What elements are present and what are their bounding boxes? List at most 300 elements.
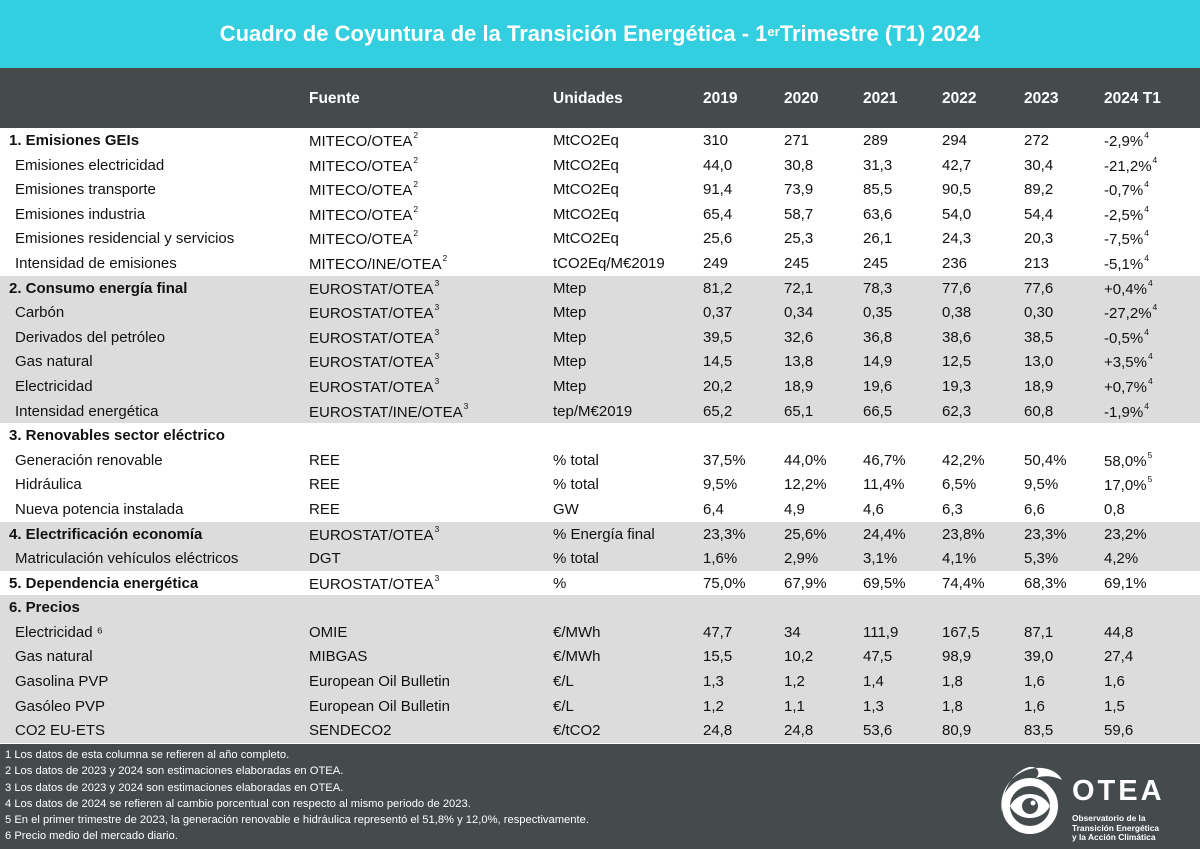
value-text: 39,0 [1024, 648, 1054, 666]
logo-subtitle-line: Observatorio de la [1072, 813, 1146, 823]
title-superscript: er [767, 23, 780, 39]
row-label: Derivados del petróleo [15, 328, 166, 346]
header-year-2020: 2020 [784, 90, 819, 107]
value-text: 66,5 [863, 402, 893, 420]
value-text: 32,6 [784, 328, 814, 346]
value-cell [1024, 132, 1049, 149]
value-text: 44,8 [1104, 623, 1134, 641]
value-cell [942, 353, 971, 370]
value-text: 77,6 [942, 279, 972, 297]
page-title [0, 0, 1200, 68]
value-cell [863, 304, 892, 321]
value-text: 167,5 [942, 623, 980, 641]
source-footnote-ref: 3 [434, 326, 440, 337]
value-cell [703, 181, 732, 198]
row-unit: MtCO2Eq [553, 205, 619, 223]
value-text: 91,4 [703, 181, 733, 199]
value-cell [942, 157, 971, 174]
row-source [309, 304, 439, 322]
row-unit: tep/M€2019 [553, 402, 633, 420]
value-text: 1,3 [863, 697, 884, 715]
value-text: 58,0% [1104, 452, 1147, 470]
value-cell [1104, 203, 1149, 224]
value-text: 271 [784, 132, 810, 149]
value-cell [1104, 722, 1133, 739]
value-footnote-ref: 4 [1144, 400, 1149, 411]
value-cell [863, 255, 888, 272]
value-text: 245 [863, 254, 889, 272]
row-unit: Mtep [553, 377, 587, 395]
value-text: 25,6% [784, 525, 827, 543]
value-cell [1024, 280, 1053, 297]
value-cell [1024, 526, 1067, 543]
source-footnote-ref: 3 [434, 351, 440, 362]
row-label: Emisiones electricidad [15, 156, 165, 174]
row-source [309, 476, 340, 493]
value-cell [863, 378, 892, 395]
value-text: 1,2 [784, 673, 805, 691]
value-cell [942, 476, 976, 493]
value-cell [784, 501, 805, 518]
value-cell [1024, 722, 1053, 739]
value-text: 34 [784, 623, 801, 641]
value-cell [1104, 698, 1125, 715]
value-text: 9,5% [1024, 476, 1059, 494]
value-text: 4,2% [1104, 550, 1139, 568]
value-text: 111,9 [863, 623, 899, 641]
value-cell [942, 673, 963, 690]
row-source [309, 501, 340, 518]
value-cell [863, 698, 884, 715]
value-text: 0,38 [942, 304, 972, 322]
section-row [0, 276, 1200, 301]
row-source [309, 698, 450, 715]
row-unit: % total [553, 476, 599, 494]
table-row [0, 448, 1200, 473]
value-text: 89,2 [1024, 181, 1054, 199]
value-cell [703, 230, 732, 247]
value-text: 12,5 [942, 353, 972, 371]
row-unit: % Energía final [553, 525, 655, 543]
value-footnote-ref: 4 [1144, 252, 1149, 263]
section-row [0, 595, 1200, 620]
table-row [0, 349, 1200, 374]
title-tail: Trimestre (T1) 2024 [779, 21, 981, 46]
value-text: 5,3% [1024, 550, 1059, 568]
value-cell [863, 132, 888, 149]
footnotes [5, 747, 589, 845]
row-source [309, 154, 419, 175]
value-cell [1024, 575, 1067, 592]
row-label: 1. Emisiones GEIs [9, 132, 140, 149]
row-source [309, 181, 418, 199]
row-unit: €/MWh [553, 648, 601, 666]
value-text: 1,8 [942, 697, 963, 715]
value-cell [1104, 526, 1147, 543]
header-year-2019: 2019 [703, 90, 738, 107]
value-text: 24,3 [942, 230, 972, 248]
value-text: 69,1% [1104, 574, 1147, 592]
value-cell [784, 280, 813, 297]
logo-wordmark: OTEA [1072, 775, 1165, 807]
value-text: -0,5% [1104, 329, 1144, 347]
value-text: 24,8 [784, 722, 814, 740]
row-unit: % total [553, 451, 599, 469]
value-cell [1104, 304, 1157, 322]
value-text: 81,2 [703, 279, 733, 297]
value-footnote-ref: 4 [1147, 277, 1153, 288]
value-text: 14,9 [863, 353, 893, 371]
row-source-text: DGT [309, 550, 341, 568]
value-text: 2,9% [784, 550, 819, 568]
value-cell [863, 280, 892, 297]
row-source-text: European Oil Bulletin [309, 673, 450, 691]
row-source-text: REE [309, 476, 340, 494]
source-footnote-ref: 2 [442, 252, 448, 263]
value-text: 14,5 [703, 353, 733, 371]
value-cell [863, 526, 906, 543]
value-text: 15,5 [703, 648, 733, 666]
value-cell [784, 181, 813, 198]
value-cell [1104, 154, 1158, 175]
table-header [0, 68, 1200, 128]
value-cell [784, 157, 813, 174]
value-cell [863, 722, 892, 739]
value-cell [1024, 648, 1053, 665]
value-footnote-ref: 4 [1147, 351, 1153, 362]
value-cell [703, 648, 732, 665]
value-text: 98,9 [942, 648, 972, 666]
value-cell [784, 304, 813, 321]
value-cell [1024, 206, 1053, 223]
value-text: 0,8 [1104, 500, 1125, 518]
value-text: 1,4 [863, 673, 884, 691]
value-text: 13,0 [1024, 353, 1054, 371]
value-text: 1,6 [1104, 673, 1125, 691]
value-footnote-ref: 4 [1144, 203, 1149, 214]
value-cell [942, 206, 971, 223]
row-unit: % total [553, 550, 599, 568]
row-source [309, 203, 419, 224]
value-cell [784, 353, 813, 370]
value-text: 1,5 [1104, 697, 1125, 715]
table-row [0, 718, 1200, 743]
value-cell [1104, 326, 1149, 347]
table-row [0, 300, 1200, 325]
value-text: 4,1% [942, 550, 977, 568]
value-cell [784, 698, 805, 715]
value-footnote-ref: 4 [1144, 130, 1149, 140]
value-cell [1104, 277, 1153, 298]
row-unit: MtCO2Eq [553, 132, 619, 149]
value-text: 47,7 [703, 623, 733, 641]
row-label: Carbón [15, 304, 65, 322]
value-text: 1,3 [703, 673, 724, 691]
source-footnote-ref: 2 [413, 154, 419, 165]
table-row [0, 202, 1200, 227]
value-text: 30,8 [784, 156, 814, 174]
value-cell [703, 157, 732, 174]
value-text: 0,37 [703, 304, 733, 322]
footer [0, 744, 1200, 849]
logo-subtitle [1072, 814, 1159, 843]
value-cell [703, 403, 732, 420]
row-label: 3. Renovables sector eléctrico [9, 427, 225, 445]
value-footnote-ref: 4 [1144, 179, 1149, 190]
value-footnote-ref: 4 [1152, 154, 1158, 165]
row-unit: €/MWh [553, 623, 601, 641]
value-cell [1024, 181, 1053, 198]
value-footnote-ref: 4 [1144, 228, 1149, 239]
value-text: 19,3 [942, 377, 972, 395]
value-text: -1,9% [1104, 403, 1144, 421]
value-cell [703, 476, 737, 493]
row-unit: €/L [553, 673, 574, 691]
value-text: -5,1% [1104, 255, 1144, 273]
value-text: 1,6% [703, 550, 738, 568]
row-unit: €/tCO2 [553, 722, 601, 740]
value-text: 67,9% [784, 574, 827, 592]
value-text: 4,9 [784, 500, 805, 518]
value-cell [1024, 329, 1053, 346]
value-cell [1024, 501, 1045, 518]
value-cell [703, 624, 732, 641]
footnote: 3 Los datos de 2023 y 2024 son estimaciones elaboradas en OTEA. [5, 781, 344, 794]
row-source-text: EUROSTAT/OTEA [309, 305, 434, 323]
value-cell [1104, 624, 1133, 641]
value-text: +3,5% [1104, 354, 1147, 372]
value-text: 42,2% [942, 451, 985, 469]
value-text: 54,4 [1024, 205, 1054, 223]
value-text: 23,2% [1104, 525, 1147, 543]
row-unit: % [553, 574, 567, 592]
value-text: 44,0 [703, 156, 733, 174]
header-year-2024-t1: 2024 T1 [1104, 90, 1161, 107]
value-cell [942, 181, 971, 198]
row-unit: tCO2Eq/M€2019 [553, 254, 665, 272]
value-cell [1024, 550, 1058, 567]
row-source [309, 624, 347, 641]
row-source-text: SENDECO2 [309, 722, 392, 740]
value-cell [942, 575, 985, 592]
footnote: 6 Precio medio del mercado diario. [5, 830, 178, 843]
value-text: 60,8 [1024, 402, 1054, 420]
value-cell [703, 206, 732, 223]
value-cell [1024, 255, 1049, 272]
header-units: Unidades [553, 90, 623, 107]
value-text: 10,2 [784, 648, 814, 666]
row-source [309, 252, 448, 273]
row-unit: MtCO2Eq [553, 156, 619, 174]
value-cell [1024, 378, 1053, 395]
value-text: 90,5 [942, 181, 972, 199]
row-source-text: EUROSTAT/OTEA [309, 378, 434, 396]
value-cell [942, 403, 971, 420]
row-label: Gas natural [15, 353, 93, 371]
row-label: Electricidad ⁶ [15, 623, 103, 641]
value-cell [1024, 304, 1053, 321]
source-footnote-ref: 2 [413, 228, 419, 239]
value-cell [863, 206, 892, 223]
value-text: 1,8 [942, 673, 963, 691]
value-cell [703, 575, 746, 592]
row-source [309, 523, 440, 544]
row-label: Electricidad [15, 377, 93, 395]
value-cell [863, 329, 892, 346]
footnote: 2 Los datos de 2023 y 2024 son estimaciones elaboradas en OTEA. [5, 765, 344, 778]
value-cell [784, 230, 813, 247]
row-label: Emisiones residencial y servicios [15, 230, 235, 248]
value-cell [1104, 181, 1149, 199]
value-cell [784, 624, 801, 641]
value-cell [1104, 375, 1153, 396]
value-text: 23,3% [1024, 525, 1067, 543]
value-text: 39,5 [703, 328, 733, 346]
value-cell [1024, 698, 1045, 715]
value-text: 289 [863, 132, 889, 149]
value-text: -0,7% [1104, 182, 1144, 200]
value-cell [703, 673, 724, 690]
row-source-text: MITECO/OTEA [309, 206, 413, 224]
value-cell [703, 280, 732, 297]
value-text: 69,5% [863, 574, 906, 592]
value-text: 85,5 [863, 181, 893, 199]
value-cell [942, 304, 971, 321]
value-cell [1024, 673, 1045, 690]
row-label: 4. Electrificación economía [9, 525, 203, 543]
table-row [0, 251, 1200, 276]
value-text: 38,5 [1024, 328, 1054, 346]
header-year-2022: 2022 [942, 90, 977, 107]
row-source-text: REE [309, 451, 340, 469]
value-footnote-ref: 4 [1147, 375, 1153, 386]
value-text: 4,6 [863, 500, 884, 518]
row-unit: Mtep [553, 279, 587, 297]
value-footnote-ref: 4 [1152, 302, 1158, 313]
row-source-text: REE [309, 500, 340, 518]
row-source-text: MITECO/OTEA [309, 133, 413, 150]
source-footnote-ref: 3 [434, 375, 440, 386]
value-text: 24,8 [703, 722, 733, 740]
table-row [0, 325, 1200, 350]
row-source-text: MITECO/INE/OTEA [309, 255, 442, 273]
section-row [0, 128, 1200, 153]
row-label: 6. Precios [9, 599, 80, 617]
footnote: 5 En el primer trimestre de 2023, la generación renovable e hidráulica representó el 51,8% y 12,0%, respectivamente. [5, 814, 589, 827]
row-unit: Mtep [553, 328, 587, 346]
table-row [0, 669, 1200, 694]
value-cell [703, 526, 746, 543]
value-cell [863, 157, 892, 174]
value-cell [703, 501, 724, 518]
value-text: 47,5 [863, 648, 893, 666]
row-source [309, 648, 367, 665]
value-text: 46,7% [863, 451, 906, 469]
value-cell [942, 280, 971, 297]
row-unit: MtCO2Eq [553, 181, 619, 199]
value-text: 6,4 [703, 500, 724, 518]
value-cell [1024, 157, 1053, 174]
value-cell [703, 304, 732, 321]
source-footnote-ref: 2 [413, 130, 419, 140]
value-cell [863, 648, 892, 665]
row-label: Emisiones transporte [15, 181, 156, 199]
value-text: 38,6 [942, 328, 972, 346]
table-row [0, 399, 1200, 424]
value-text: 11,4% [863, 476, 905, 494]
row-label: 2. Consumo energía final [9, 279, 188, 297]
header-year-2023: 2023 [1024, 90, 1059, 107]
value-cell [784, 329, 813, 346]
row-label: Intensidad de emisiones [15, 254, 177, 272]
row-source [309, 375, 440, 396]
value-cell [942, 452, 985, 469]
value-text: -21,2% [1104, 157, 1152, 175]
row-source-text: EUROSTAT/OTEA [309, 526, 434, 544]
value-text: 0,35 [863, 304, 893, 322]
value-cell [863, 403, 892, 420]
value-text: 63,6 [863, 205, 893, 223]
value-text: 74,4% [942, 574, 985, 592]
value-cell [1024, 624, 1053, 641]
title-main: Cuadro de Coyuntura de la Transición Energética - 1 [219, 21, 768, 46]
value-text: 44,0% [784, 451, 827, 469]
section-row [0, 571, 1200, 596]
value-text: 245 [784, 254, 810, 272]
value-cell [703, 353, 732, 370]
value-text: 36,8 [863, 328, 893, 346]
value-cell [1104, 673, 1125, 690]
value-cell [784, 648, 813, 665]
value-cell [1104, 353, 1153, 371]
value-text: 17,0% [1104, 477, 1147, 495]
value-cell [1024, 476, 1058, 493]
value-cell [1104, 400, 1149, 421]
value-text: 310 [703, 132, 729, 149]
value-cell [784, 255, 809, 272]
value-cell [1104, 252, 1149, 273]
value-cell [784, 452, 827, 469]
value-text: +0,4% [1104, 280, 1147, 298]
value-text: 65,2 [703, 402, 733, 420]
header-source: Fuente [309, 90, 360, 107]
value-footnote-ref: 5 [1147, 449, 1153, 460]
value-cell [863, 230, 892, 247]
value-cell [942, 624, 980, 641]
row-source [309, 353, 439, 371]
value-text: 25,6 [703, 230, 733, 248]
value-cell [863, 353, 892, 370]
value-cell [703, 378, 732, 395]
row-unit: Mtep [553, 304, 587, 322]
source-footnote-ref: 3 [434, 302, 440, 313]
value-text: 1,6 [1024, 697, 1045, 715]
footnote: 4 Los datos de 2024 se refieren al cambio porcentual con respecto al mismo periodo de 2023. [5, 797, 471, 810]
source-footnote-ref: 2 [413, 179, 419, 190]
row-source [309, 452, 340, 469]
value-cell [863, 476, 904, 493]
value-text: 13,8 [784, 353, 814, 371]
value-cell [863, 575, 906, 592]
row-label: Gas natural [15, 648, 93, 666]
value-cell [942, 230, 971, 247]
row-label: Hidráulica [15, 476, 82, 494]
row-unit: €/L [553, 697, 574, 715]
row-source [309, 326, 440, 347]
section-row [0, 522, 1200, 547]
row-unit: GW [553, 500, 579, 518]
value-text: -2,5% [1104, 206, 1144, 224]
